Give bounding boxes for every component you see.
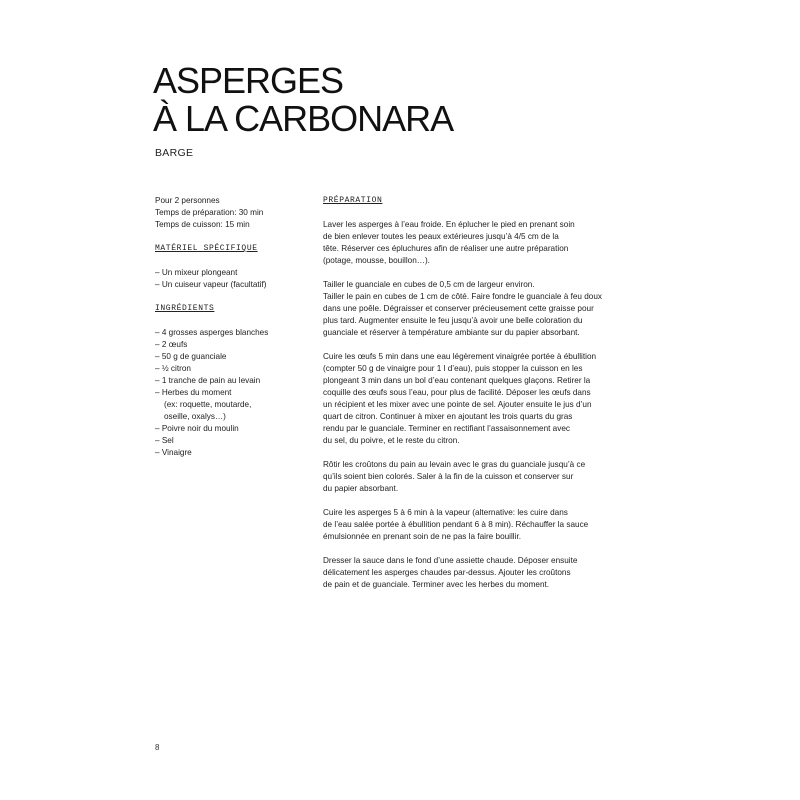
text-line: plus tard. Augmenter ensuite le feu jusqu’à avoir une belle coloration du (323, 316, 583, 325)
text-line: Tailler le pain en cubes de 1 cm de côté. Faire fondre le guanciale à feu doux (323, 292, 603, 301)
preparation-step (323, 459, 653, 495)
text-line: émulsionnée en prenant soin de ne pas la faire bouillir. (323, 532, 521, 541)
text-line: qu’ils soient bien colorés. Saler à la fin de la cuisson et conserver sur (323, 472, 574, 481)
text-line: rendu par le guanciale. Terminer en rectifiant l’assaisonnement avec (323, 424, 570, 433)
list-item: – 4 grosses asperges blanches (155, 328, 269, 337)
text-line: Laver les asperges à l’eau froide. En éplucher le pied en prenant soin (323, 220, 575, 229)
author-name: BARGE (155, 147, 194, 159)
text-line: tête. Réserver ces épluchures afin de réaliser une autre préparation (323, 244, 569, 253)
preparation-step (323, 507, 653, 543)
list-item: – 2 œufs (155, 340, 188, 349)
title-line-2: À LA CARBONARA (153, 98, 454, 139)
preparation-step (323, 219, 653, 267)
list-item: – 50 g de guanciale (155, 352, 227, 361)
materiel-heading: MATÉRIEL SPÉCIFIQUE (155, 244, 258, 253)
preparation-step (323, 555, 653, 591)
ingredients-list (155, 327, 305, 459)
text-line: Rôtir les croûtons du pain au levain avec le gras du guanciale jusqu’à ce (323, 460, 586, 469)
recipe-meta (155, 195, 305, 231)
prep-time: Temps de préparation: 30 min (155, 208, 264, 217)
text-line: délicatement les asperges chaudes par-dessus. Ajouter les croûtons (323, 568, 571, 577)
text-line: du papier absorbant. (323, 484, 399, 493)
list-item: – Poivre noir du moulin (155, 424, 239, 433)
materiel-list (155, 267, 305, 291)
preparation-step (323, 351, 653, 447)
text-line: de l’eau salée portée à ébullition pendant 6 à 8 min). Réchauffer la sauce (323, 520, 589, 529)
text-line: quart de citron. Continuer à mixer en ajoutant les trois quarts du gras (323, 412, 573, 421)
list-item: – ½ citron (155, 364, 191, 373)
preparation-step (323, 279, 653, 339)
list-item: – Vinaigre (155, 448, 192, 457)
text-line: du sel, du poivre, et le reste du citron. (323, 436, 460, 445)
list-item-note: (ex: roquette, moutarde, (164, 400, 252, 409)
text-line: Tailler le guanciale en cubes de 0,5 cm de largeur environ. (323, 280, 535, 289)
text-line: dans une poêle. Dégraisser et conserver précieusement cette graisse pour (323, 304, 594, 313)
title-line-1: ASPERGES (153, 60, 344, 101)
text-line: de bien enlever toutes les peaux extérieures jusqu’à 4/5 cm de la (323, 232, 559, 241)
text-line: guanciale et réserver à température ambiante sur du papier absorbant. (323, 328, 580, 337)
preparation-heading: PRÉPARATION (323, 196, 383, 205)
text-line: Cuire les œufs 5 min dans une eau légèrement vinaigrée portée à ébullition (323, 352, 597, 361)
text-line: Cuire les asperges 5 à 6 min à la vapeur (alternative: les cuire dans (323, 508, 568, 517)
list-item: – Un mixeur plongeant (155, 268, 238, 277)
list-item: – Un cuiseur vapeur (facultatif) (155, 280, 267, 289)
list-item: – Sel (155, 436, 174, 445)
servings: Pour 2 personnes (155, 196, 220, 205)
text-line: plongeant 3 min dans un bol d’eau contenant quelques glaçons. Retirer la (323, 376, 591, 385)
ingredients-heading: INGRÉDIENTS (155, 304, 215, 313)
list-item-note: oseille, oxalys…) (164, 412, 226, 421)
text-line: (potage, mousse, bouillon…). (323, 256, 430, 265)
text-line: coquille des œufs sous l’eau, pour plus de facilité. Déposer les œufs dans (323, 388, 591, 397)
text-line: de pain et de guanciale. Terminer avec les herbes du moment. (323, 580, 550, 589)
list-item: – 1 tranche de pain au levain (155, 376, 261, 385)
page-number: 8 (155, 743, 160, 752)
list-item: – Herbes du moment (155, 388, 232, 397)
text-line: un récipient et les mixer avec une pointe de sel. Ajouter ensuite le jus d’un (323, 400, 592, 409)
cook-time: Temps de cuisson: 15 min (155, 220, 250, 229)
recipe-title (153, 62, 453, 138)
text-line: Dresser la sauce dans le fond d’une assiette chaude. Déposer ensuite (323, 556, 578, 565)
text-line: (compter 50 g de vinaigre pour 1 l d’eau), puis stopper la cuisson en les (323, 364, 583, 373)
right-column (323, 195, 653, 603)
left-column (155, 195, 305, 471)
